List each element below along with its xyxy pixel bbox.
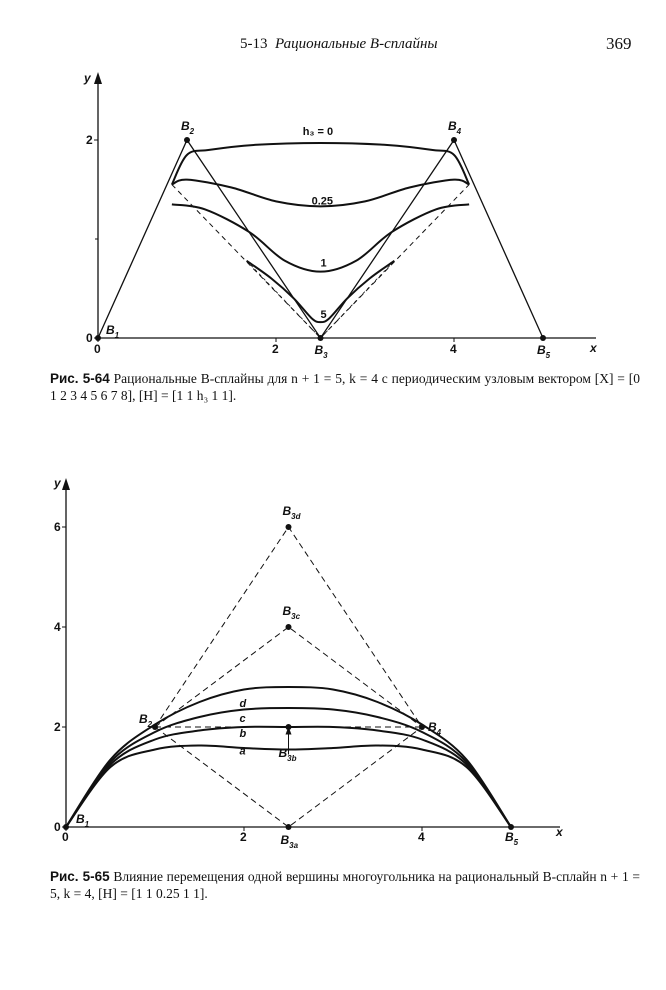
control-point-label: $B_1$ <box>106 323 120 340</box>
y-axis-label: y <box>84 71 91 85</box>
x-tick-label: 4 <box>418 830 425 844</box>
control-point-label: $B_4$ <box>448 119 462 136</box>
running-head <box>240 36 438 53</box>
figure-caption-5-65 <box>50 868 640 902</box>
x-tick-label: 2 <box>240 830 247 844</box>
curve-label: c <box>239 713 246 725</box>
caption-label: Рис. 5-65 <box>50 869 110 884</box>
control-point-label: $B_3$ <box>314 343 328 360</box>
curve-label: 5 <box>320 309 327 322</box>
control-point-label: $B_4$ <box>428 720 442 737</box>
control-point <box>286 624 292 630</box>
figure-5-64 <box>0 60 666 365</box>
control-point-label: $B_{3b}$ <box>278 746 297 763</box>
figure-caption-5-64 <box>50 370 640 404</box>
page-header <box>0 30 666 58</box>
x-tick-label: 4 <box>450 342 457 356</box>
control-point <box>451 137 457 143</box>
control-point-label: $B_5$ <box>505 830 519 847</box>
y-tick-label: 6 <box>54 520 61 534</box>
curve-label: 1 <box>320 257 327 270</box>
control-point <box>63 824 69 830</box>
control-point-label: $B_2$ <box>139 712 153 729</box>
control-point <box>318 335 324 341</box>
x-axis-label: x <box>556 825 563 839</box>
control-point <box>95 335 101 341</box>
caption-label: Рис. 5-64 <box>50 371 110 386</box>
section-number: 5-13 <box>240 36 268 52</box>
control-point <box>419 724 425 730</box>
y-tick-label: 0 <box>86 331 93 345</box>
y-tick-label: 2 <box>86 133 93 147</box>
x-tick-label: 0 <box>94 342 101 356</box>
curve-label: h₃ = 0 <box>302 126 334 139</box>
y-axis-arrow <box>62 478 70 490</box>
control-point-label: $B_1$ <box>76 812 90 829</box>
caption-text: Влияние перемещения одной вершины многоугольника на рациональный B-сплайн n + 1 = 5, k = 4, [H] = [1 1 0.25 1 1]. <box>50 869 641 901</box>
control-point-label: $B_{3d}$ <box>282 504 301 521</box>
y-tick-label: 4 <box>54 620 61 634</box>
control-point-label: $B_5$ <box>537 343 551 360</box>
x-tick-label: 2 <box>272 342 279 356</box>
curve-label: a <box>239 745 246 758</box>
figure-5-65 <box>0 470 666 855</box>
x-tick-label: 0 <box>62 830 69 844</box>
control-point-label: $B_{3a}$ <box>280 833 299 850</box>
curve-label: d <box>239 698 247 710</box>
control-point-label: $B_{3c}$ <box>282 604 301 621</box>
y-axis-arrow <box>94 72 102 84</box>
control-point-label: $B_2$ <box>181 119 195 136</box>
control-point <box>286 524 292 530</box>
section-title: Рациональные B-сплайны <box>275 36 438 52</box>
x-axis-label: x <box>590 341 597 355</box>
rational-bspline-curve <box>172 143 469 185</box>
control-point <box>540 335 546 341</box>
dashed-control-polygon <box>155 627 422 727</box>
page-number: 369 <box>606 34 632 53</box>
curve-label: b <box>239 728 247 740</box>
control-point <box>286 824 292 830</box>
y-tick-label: 2 <box>54 720 61 734</box>
caption-text: Рациональные B-сплайны для n + 1 = 5, k = 4 с периодическим узловым вектором [X] = [0 1 2 3 4 5 6 7 8], [H] = [1 1 h₃ 1 1]. <box>50 371 640 403</box>
control-point <box>152 724 158 730</box>
y-tick-label: 0 <box>54 820 61 834</box>
curve-label: 0.25 <box>311 195 334 208</box>
y-axis-label: y <box>54 476 61 490</box>
control-point <box>184 137 190 143</box>
